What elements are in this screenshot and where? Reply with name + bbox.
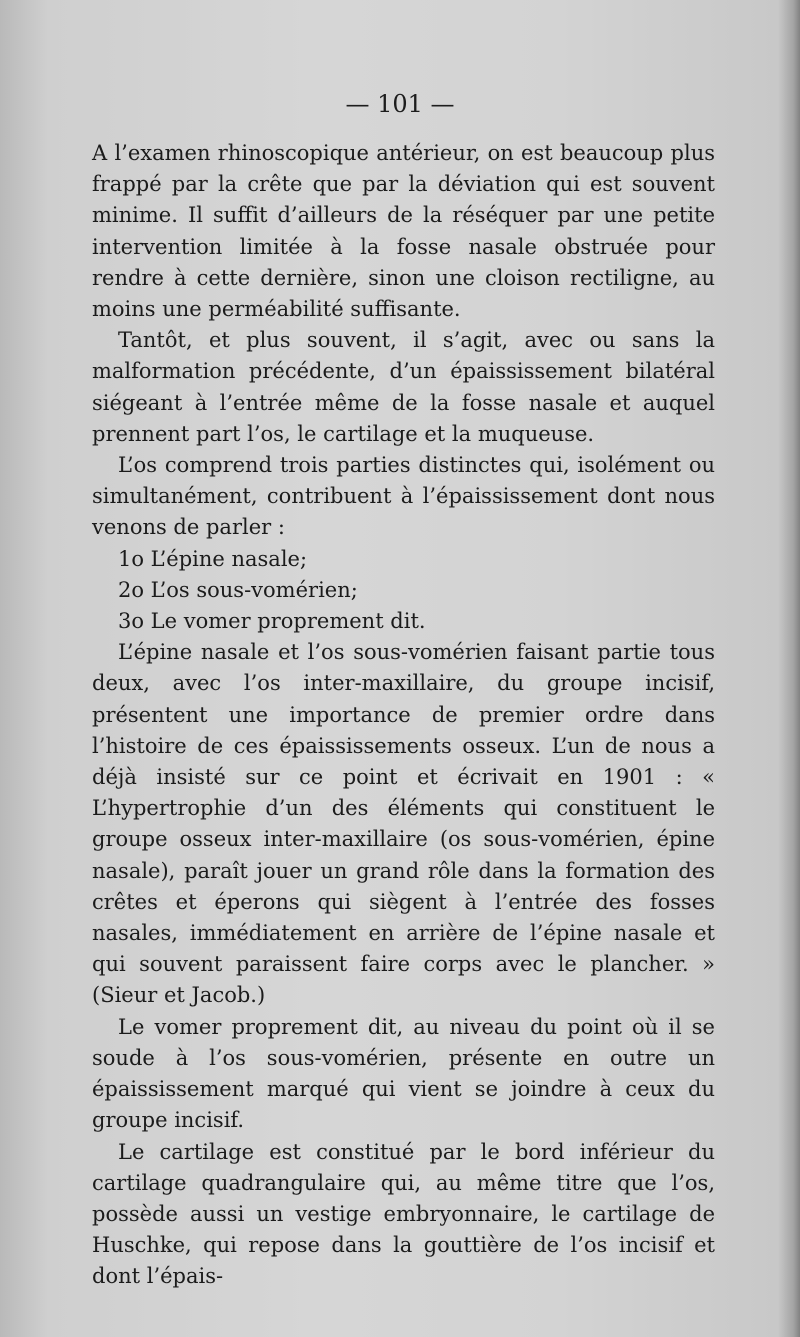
list-item-vomer: 3o Le vomer proprement dit. bbox=[118, 609, 426, 634]
paragraph-incisive-group: L’épine nasale et l’os sous-vomérien faisant partie tous deux, avec l’os inter-maxillaire, du groupe incisif, présentent une importance de premier ordre dans l’histoire de ces épaississements osseux. L’un de nous a déjà insisté sur ce point et écrivait en 1901 : « L’hypertrophie d’un des éléments qui constituent le groupe osseux inter-maxillaire (os sous-vomérien, épine nasale), paraît jouer un grand rôle dans la formation des crêtes et éperons qui siègent à l’entrée des fosses nasales, immédiatement en arrière de l’épine nasale et qui souvent paraissent faire corps avec le plancher. » (Sieur et Jacob.) bbox=[92, 640, 715, 1008]
list-item-nasal-spine: 1o L’épine nasale; bbox=[118, 546, 308, 571]
page-edge-shadow bbox=[778, 0, 800, 1337]
body-text bbox=[92, 138, 715, 1293]
paragraph-cartilage: Le cartilage est constitué par le bord inférieur du cartilage quadrangulaire qui, au même titre que l’os, possède aussi un vestige embryonnaire, le cartilage de Huschke, qui repose dans la gouttière de l’os incisif et dont l’épais- bbox=[92, 1139, 715, 1289]
paragraph-bone-parts: L’os comprend trois parties distinctes qui, isolément ou simultanément, contribuent à l’épaississement dont nous venons de parler : bbox=[92, 453, 715, 540]
paragraph-vomer: Le vomer proprement dit, au niveau du point où il se soude à l’os sous-vomérien, présente en outre un épaississement marqué qui vient se joindre à ceux du groupe incisif. bbox=[92, 1014, 715, 1133]
page-number: — 101 — bbox=[345, 90, 455, 118]
paragraph-thickening: Tantôt, et plus souvent, il s’agit, avec ou sans la malformation précédente, d’un épaississement bilatéral siégeant à l’entrée même de la fosse nasale et auquel prennent part l’os, le cartilage et la muqueuse. bbox=[92, 328, 715, 446]
list-item-subvomerine-bone: 2o L’os sous-vomérien; bbox=[118, 577, 358, 602]
paragraph-rhinoscopy: A l’examen rhinoscopique antérieur, on est beaucoup plus frappé par la crête que par la déviation qui est souvent minime. Il suffit d’ailleurs de la réséquer par une petite intervention limitée à la fosse nasale obstruée pour rendre à cette dernière, sinon une cloison rectiligne, au moins une perméabilité suffisante. bbox=[92, 141, 715, 322]
